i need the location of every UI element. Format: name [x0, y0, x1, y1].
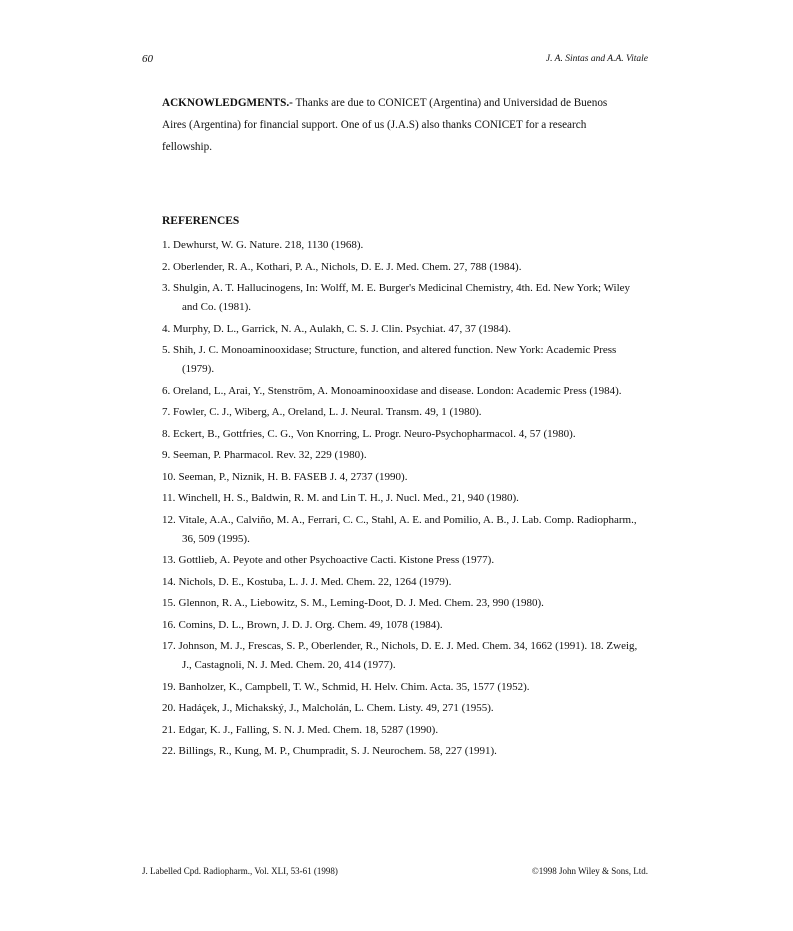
reference-item: 20. Hadáçek, J., Michakský, J., Malcholán, L. Chem. Listy. 49, 271 (1955). — [162, 702, 494, 714]
reference-item: 11. Winchell, H. S., Baldwin, R. M. and Lin T. H., J. Nucl. Med., 21, 940 (1980). — [162, 492, 519, 504]
reference-item: 22. Billings, R., Kung, M. P., Chumpradit, S. J. Neurochem. 58, 227 (1991). — [162, 745, 497, 757]
reference-item: 9. Seeman, P. Pharmacol. Rev. 32, 229 (1980). — [162, 449, 367, 461]
footer-copyright: ©1998 John Wiley & Sons, Ltd. — [531, 866, 648, 876]
reference-item: 14. Nichols, D. E., Kostuba, L. J. J. Med. Chem. 22, 1264 (1979). — [162, 575, 452, 588]
reference-item: 8. Eckert, B., Gottfries, C. G., Von Knorring, L. Progr. Neuro-Psychopharmacol. 4, 57 (1980). — [162, 427, 576, 440]
reference-item: 17. Johnson, M. J., Frescas, S. P., Oberlender, R., Nichols, D. E. J. Med. Chem. 34, 1662 (1991). 18. Zweig, J., Castagnoli, N. J. Med. Chem. 20, 414 (1977). — [162, 640, 638, 671]
reference-item: 6. Oreland, L., Arai, Y., Stenström, A. Monoaminooxidase and disease. London: Academic Press (1984). — [162, 384, 622, 397]
references-heading: REFERENCES — [162, 215, 240, 227]
reference-item: 2. Oberlender, R. A., Kothari, P. A., Nichols, D. E. J. Med. Chem. 27, 788 (1984). — [162, 260, 522, 273]
reference-item: 3. Shulgin, A. T. Hallucinogens, In: Wolff, M. E. Burger's Medicinal Chemistry, 4th. Ed. New York; Wiley and Co. (1981). — [162, 282, 631, 313]
acknowledgments-section — [162, 92, 632, 158]
footer-journal-citation: J. Labelled Cpd. Radiopharm., Vol. XLI, 53-61 (1998) — [142, 866, 338, 876]
reference-item: 7. Fowler, C. J., Wiberg, A., Oreland, L. J. Neural. Transm. 49, 1 (1980). — [162, 406, 482, 418]
reference-item: 12. Vitale, A.A., Calviño, M. A., Ferrari, C. C., Stahl, A. E. and Pomilio, A. B., J. Lab. Comp. Radiopharm., 36, 509 (1995). — [162, 513, 637, 545]
running-header-authors: J. A. Sintas and A.A. Vitale — [545, 54, 648, 64]
reference-item: 10. Seeman, P., Niznik, H. B. FASEB J. 4, 2737 (1990). — [162, 470, 408, 483]
acknowledgments-heading: ACKNOWLEDGMENTS.- — [162, 97, 293, 109]
references-list — [162, 236, 642, 764]
reference-item: 5. Shih, J. C. Monoaminooxidase; Structure, function, and altered function. New York: Academic Press (1979). — [162, 344, 617, 375]
acknowledgments-text: Thanks are due to CONICET (Argentina) and Universidad de Buenos Aires (Argentina) for financial support. One of us (J.A.S) also thanks CONICET for a research fellowship. — [162, 97, 608, 153]
reference-item: 13. Gottlieb, A. Peyote and other Psychoactive Cacti. Kistone Press (1977). — [162, 554, 495, 566]
reference-item: 15. Glennon, R. A., Liebowitz, S. M., Leming-Doot, D. J. Med. Chem. 23, 990 (1980). — [162, 597, 544, 609]
page-number: 60 — [142, 53, 153, 65]
reference-item: 1. Dewhurst, W. G. Nature. 218, 1130 (1968). — [162, 239, 364, 251]
reference-item: 21. Edgar, K. J., Falling, S. N. J. Med. Chem. 18, 5287 (1990). — [162, 723, 439, 736]
reference-item: 16. Comins, D. L., Brown, J. D. J. Org. Chem. 49, 1078 (1984). — [162, 618, 443, 631]
reference-item: 4. Murphy, D. L., Garrick, N. A., Aulakh, C. S. J. Clin. Psychiat. 47, 37 (1984). — [162, 322, 511, 335]
reference-item: 19. Banholzer, K., Campbell, T. W., Schmid, H. Helv. Chim. Acta. 35, 1577 (1952). — [162, 680, 530, 693]
